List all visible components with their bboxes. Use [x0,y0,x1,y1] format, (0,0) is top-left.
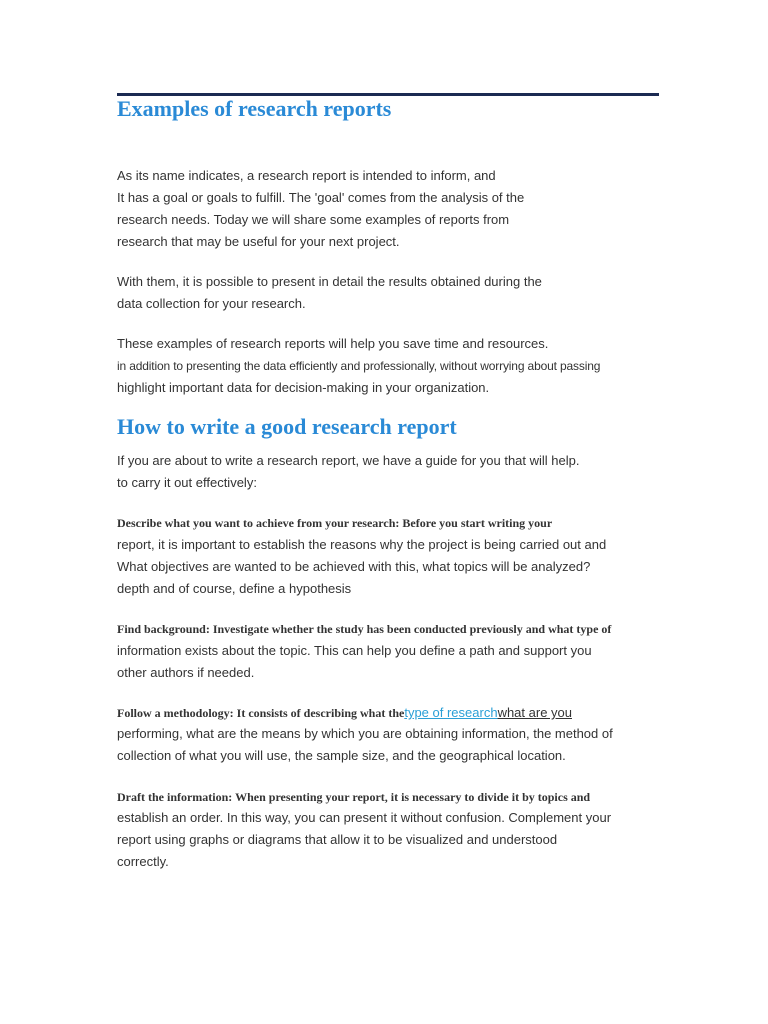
step-line: report, it is important to establish the reasons why the project is being carried out and [117,537,607,552]
step-lead-continuation: what are you [497,705,572,720]
intro-line: It has a goal or goals to fulfill. The 'goal' comes from the analysis of the [117,190,525,205]
step-lead: Follow a methodology: It consists of describing what the [117,706,405,720]
section-heading: How to write a good research report [117,414,457,439]
results-paragraph-line: data collection for your research. [117,296,306,311]
step-describe-goal [117,515,552,531]
page-title: Examples of research reports [117,96,392,121]
step-methodology [117,705,572,721]
results-paragraph-line: With them, it is possible to present in detail the results obtained during the [117,274,542,289]
benefits-paragraph-line: These examples of research reports will help you save time and resources. [117,336,549,351]
step-line: report using graphs or diagrams that allow it to be visualized and understood [117,832,558,847]
step-line: What objectives are wanted to be achieved with this, what topics will be analyzed? [117,559,591,574]
step-line: other authors if needed. [117,665,255,680]
step-lead: Find background: Investigate whether the study has been conducted previously and what type of [117,622,612,636]
guide-intro-line: If you are about to write a research report, we have a guide for you that will help. [117,453,580,468]
step-line: information exists about the topic. This can help you define a path and support you [117,643,592,658]
intro-line: research that may be useful for your next project. [117,234,400,249]
intro-line: research needs. Today we will share some examples of reports from [117,212,510,227]
benefits-paragraph-line: highlight important data for decision-making in your organization. [117,380,490,395]
guide-intro-line: to carry it out effectively: [117,475,257,490]
step-line: collection of what you will use, the sample size, and the geographical location. [117,748,566,763]
type-of-research-link[interactable]: type of research [404,705,498,720]
step-lead: Describe what you want to achieve from your research: Before you start writing your [117,516,553,530]
intro-line: As its name indicates, a research report is intended to inform, and [117,168,496,183]
step-line: performing, what are the means by which you are obtaining information, the method of [117,726,613,741]
step-line: establish an order. In this way, you can present it without confusion. Complement your [117,810,612,825]
benefits-paragraph-line: in addition to presenting the data efficiently and professionally, without worrying about passing [117,359,601,373]
step-lead: Draft the information: When presenting your report, it is necessary to divide it by topics and [117,790,591,804]
step-draft-information [117,789,590,805]
step-line: depth and of course, define a hypothesis [117,581,352,596]
step-line: correctly. [117,854,169,869]
step-find-background [117,621,611,637]
